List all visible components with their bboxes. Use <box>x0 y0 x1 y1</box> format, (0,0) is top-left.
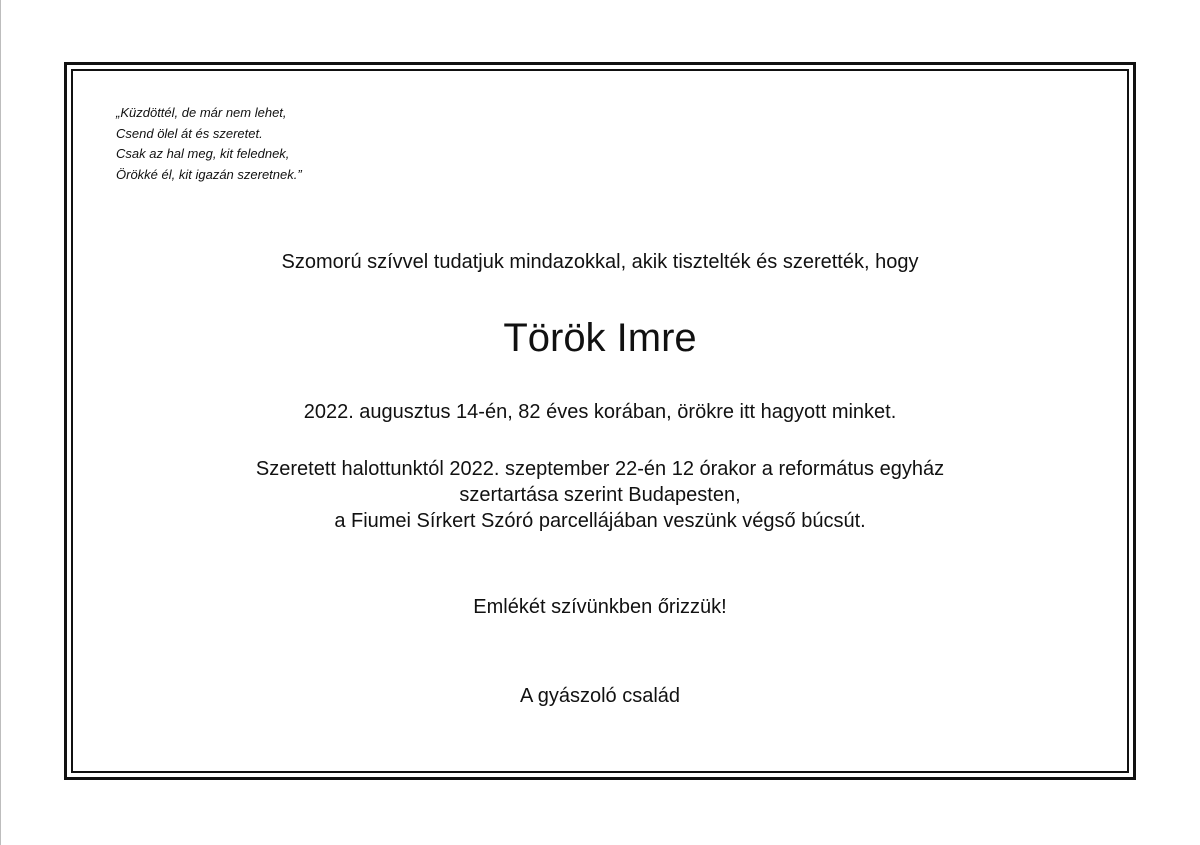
remembrance-text: Emlékét szívünkben őrizzük! <box>473 596 727 618</box>
death-notice: 2022. augusztus 14-én, 82 éves korában, örökre itt hagyott minket. <box>303 401 897 423</box>
funeral-details <box>0 456 1200 534</box>
family-signature: A gyászoló család <box>519 685 681 707</box>
deceased-name: Török Imre <box>503 316 697 360</box>
poem-line: Csend ölel át és szeretet. <box>116 125 263 141</box>
poem-line: „Küzdöttél, de már nem lehet, <box>116 105 287 120</box>
poem-line: Csak az hal meg, kit felednek, <box>116 146 290 161</box>
funeral-line: Szeretett halottunktól 2022. szeptember 22-én 12 órakor a református egyház <box>255 458 945 480</box>
funeral-line: a Fiumei Sírkert Szóró parcellájában veszünk végső búcsút. <box>334 510 866 532</box>
poem-quote <box>116 103 302 185</box>
poem-line: Örökké él, kit igazán szeretnek.” <box>116 166 302 182</box>
funeral-line: szertartása szerint Budapesten, <box>459 484 741 506</box>
intro-text: Szomorú szívvel tudatjuk mindazokkal, akik tisztelték és szerették, hogy <box>281 251 919 273</box>
